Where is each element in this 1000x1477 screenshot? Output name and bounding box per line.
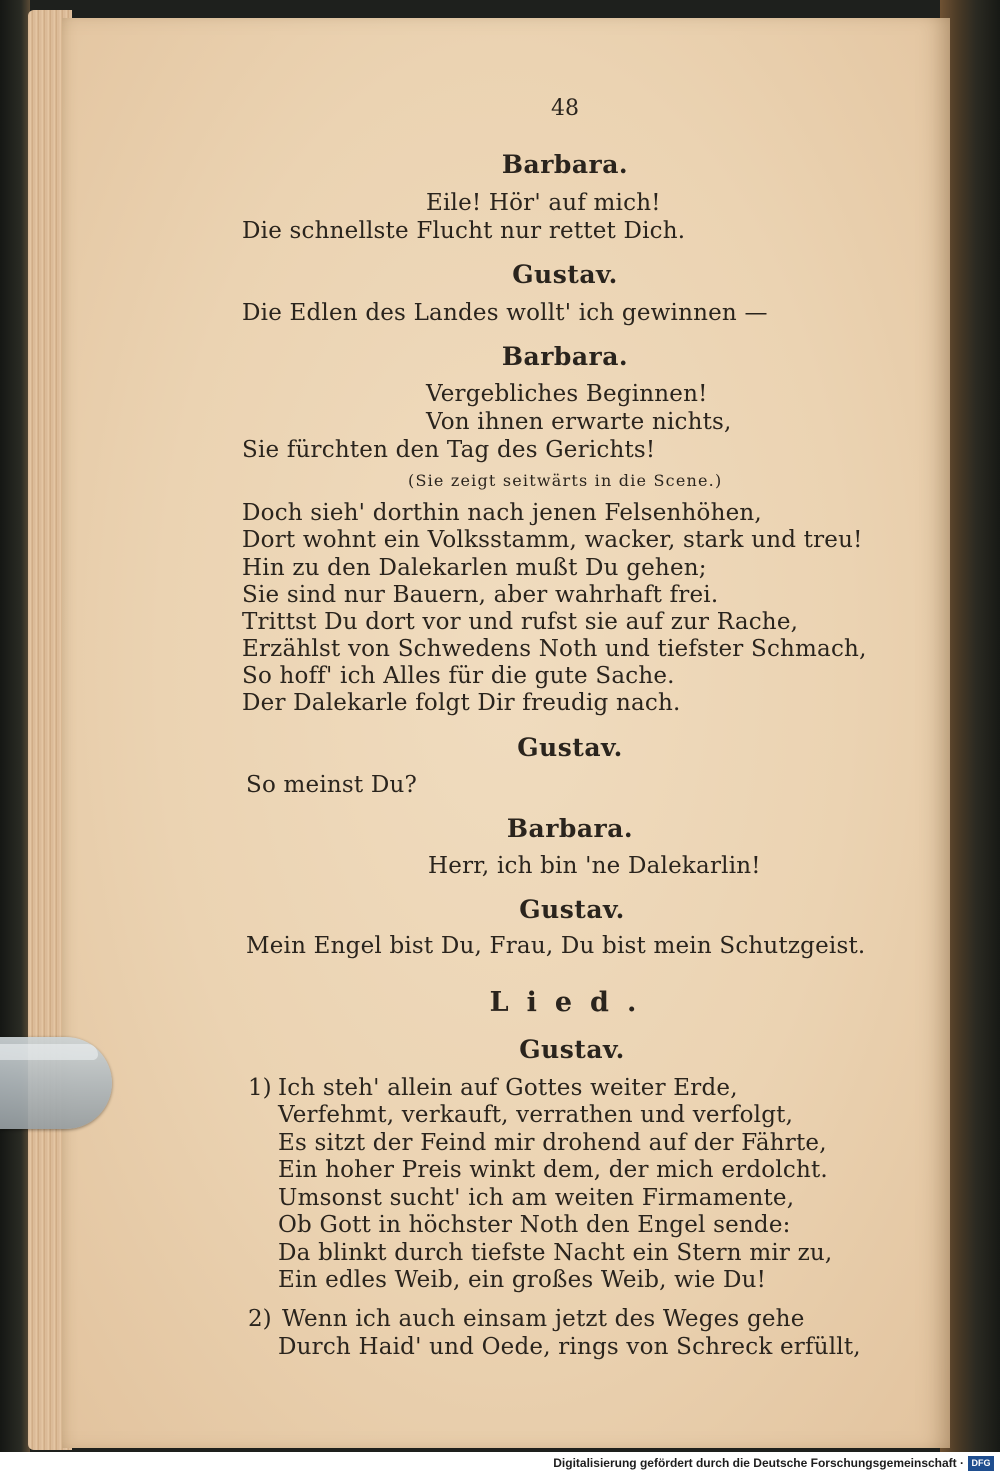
verse-line: Umsonst sucht' ich am weiten Firmamente, (278, 1185, 795, 1211)
verse-line: Von ihnen erwarte nichts, (426, 409, 732, 435)
verse-line: Doch sieh' dorthin nach jenen Felsenhöhen, (242, 500, 762, 526)
verse-line: Der Dalekarle folgt Dir freudig nach. (242, 690, 681, 716)
speaker-heading: Barbara. (501, 150, 629, 179)
verse-line: Durch Haid' und Oede, rings von Schreck erfüllt, (278, 1334, 861, 1360)
verse-line: Dort wohnt ein Volksstamm, wacker, stark und treu! (242, 527, 863, 553)
verse-line: Erzählst von Schwedens Noth und tiefster Schmach, (242, 636, 867, 662)
verse-line: So meinst Du? (246, 772, 418, 798)
verse-line: Vergebliches Beginnen! (426, 381, 708, 407)
page-number: 48 (551, 96, 579, 121)
verse-line: Da blinkt durch tiefste Nacht ein Stern mir zu, (278, 1240, 833, 1266)
speaker-heading: Gustav. (519, 895, 625, 924)
verse-line: Ich steh' allein auf Gottes weiter Erde, (278, 1075, 738, 1101)
verse-line: Wenn ich auch einsam jetzt des Weges gehe (282, 1306, 805, 1332)
song-title: Lied. (489, 987, 655, 1018)
verse-line: Sie fürchten den Tag des Gerichts! (242, 437, 656, 463)
verse-line: Es sitzt der Feind mir drohend auf der Fährte, (278, 1130, 827, 1156)
verse-number: 2) (248, 1306, 272, 1332)
verse-line: Die Edlen des Landes wollt' ich gewinnen — (242, 300, 768, 326)
verse-line: So hoff' ich Alles für die gute Sache. (242, 663, 675, 689)
speaker-heading: Gustav. (517, 733, 623, 762)
verse-line: Ein edles Weib, ein großes Weib, wie Du! (278, 1267, 767, 1293)
stage-direction: (Sie zeigt seitwärts in die Scene.) (408, 471, 723, 490)
verse-line: Herr, ich bin 'ne Dalekarlin! (428, 853, 761, 879)
verse-line: Hin zu den Dalekarlen mußt Du gehen; (242, 555, 707, 581)
funding-notice: Digitalisierung gefördert durch die Deutsche Forschungsgemeinschaft · (553, 1456, 964, 1470)
verse-number: 1) (248, 1075, 272, 1101)
verse-line: Trittst Du dort vor und rufst sie auf zur Rache, (242, 609, 799, 635)
speaker-heading: Barbara. (501, 342, 629, 371)
verse-line: Ein hoher Preis winkt dem, der mich erdolcht. (278, 1157, 828, 1183)
verse-line: Mein Engel bist Du, Frau, Du bist mein Schutzgeist. (246, 933, 866, 959)
speaker-heading: Barbara. (506, 814, 634, 843)
speaker-heading: Gustav. (512, 260, 618, 289)
digitization-footer (0, 1452, 1000, 1477)
verse-line: Eile! Hör' auf mich! (426, 190, 661, 216)
dfg-logo-icon: DFG (968, 1456, 994, 1471)
verse-line: Verfehmt, verkauft, verrathen und verfolgt, (278, 1102, 794, 1128)
verse-line: Ob Gott in höchster Noth den Engel sende: (278, 1212, 791, 1238)
verse-line: Sie sind nur Bauern, aber wahrhaft frei. (242, 582, 719, 608)
verse-line: Die schnellste Flucht nur rettet Dich. (242, 218, 686, 244)
speaker-heading: Gustav. (519, 1035, 625, 1064)
